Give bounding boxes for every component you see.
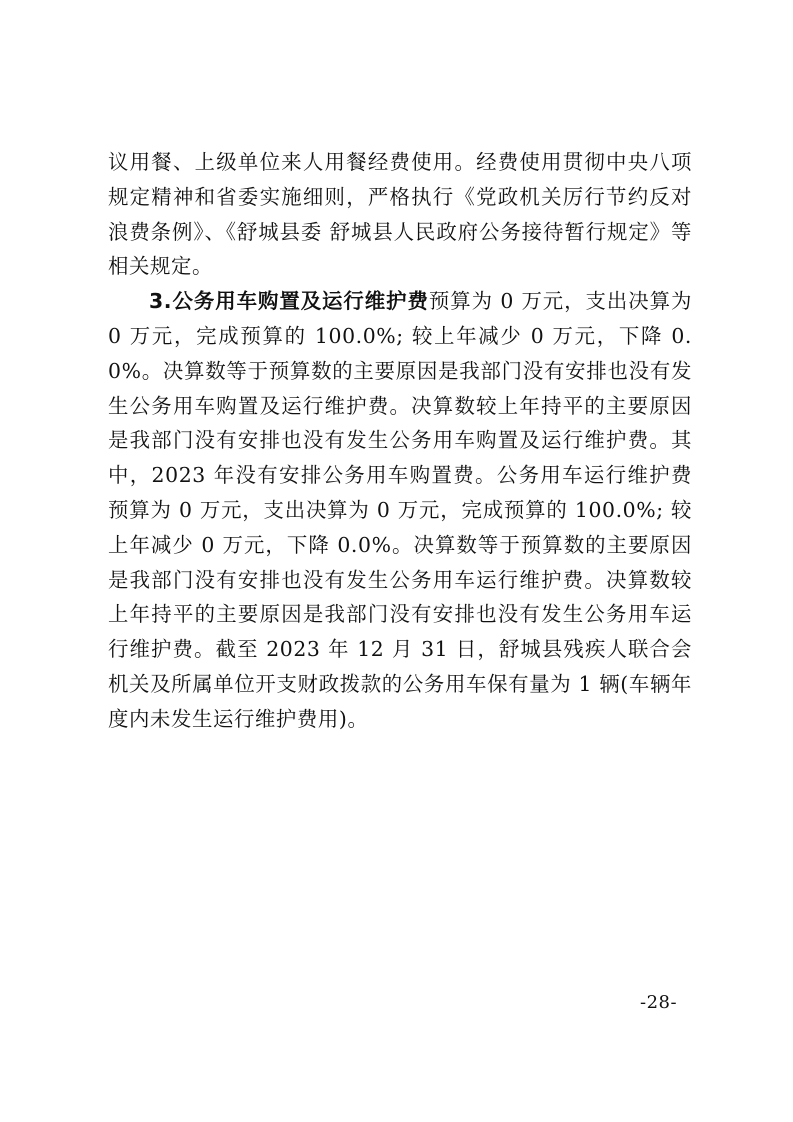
paragraph-continuation bbox=[108, 145, 692, 284]
paragraph-text: 预算为 0 万元，支出决算为 0 万元，完成预算的 100.0%; 较上年减少 0 万元，下降 0.0%。决算数等于预算数的主要原因是我部门没有安排也没有发生公务用车购置及运行维护费。决算数较上年持平的主要原因是我部门没有安排也没有发生公务用车购置及运行维护费。其中，2023 年没有安排公务用车购置费。公务用车运行维护费预算为 0 万元，支出决算为 0 万元，完成预算的 100.0%; 较上年减少 0 万元，下降 0.0%。决算数等于预算数的主要原因是我部门没有安排也没有发生公务用车运行维护费。决算数较上年持平的主要原因是我部门没有安排也没有发生公务用车运行维护费。截至 2023 年 12 月 31 日，舒城县残疾人联合会机关及所属单位开支财政拨款的公务用车保有量为 1 辆(车辆年度内未发生运行维护费用)。 bbox=[108, 289, 692, 731]
paragraph-vehicle-costs bbox=[108, 284, 692, 736]
paragraph-text: 议用餐、上级单位来人用餐经费使用。经费使用贯彻中央八项规定精神和省委实施细则，严格执行《党政机关厉行节约反对浪费条例》、《舒城县委 舒城县人民政府公务接待暂行规定》等相关规定。 bbox=[108, 150, 692, 279]
document-body bbox=[108, 145, 692, 737]
paragraph-heading: 3.公务用车购置及运行维护费 bbox=[149, 289, 429, 314]
page-number: -28- bbox=[640, 992, 678, 1013]
